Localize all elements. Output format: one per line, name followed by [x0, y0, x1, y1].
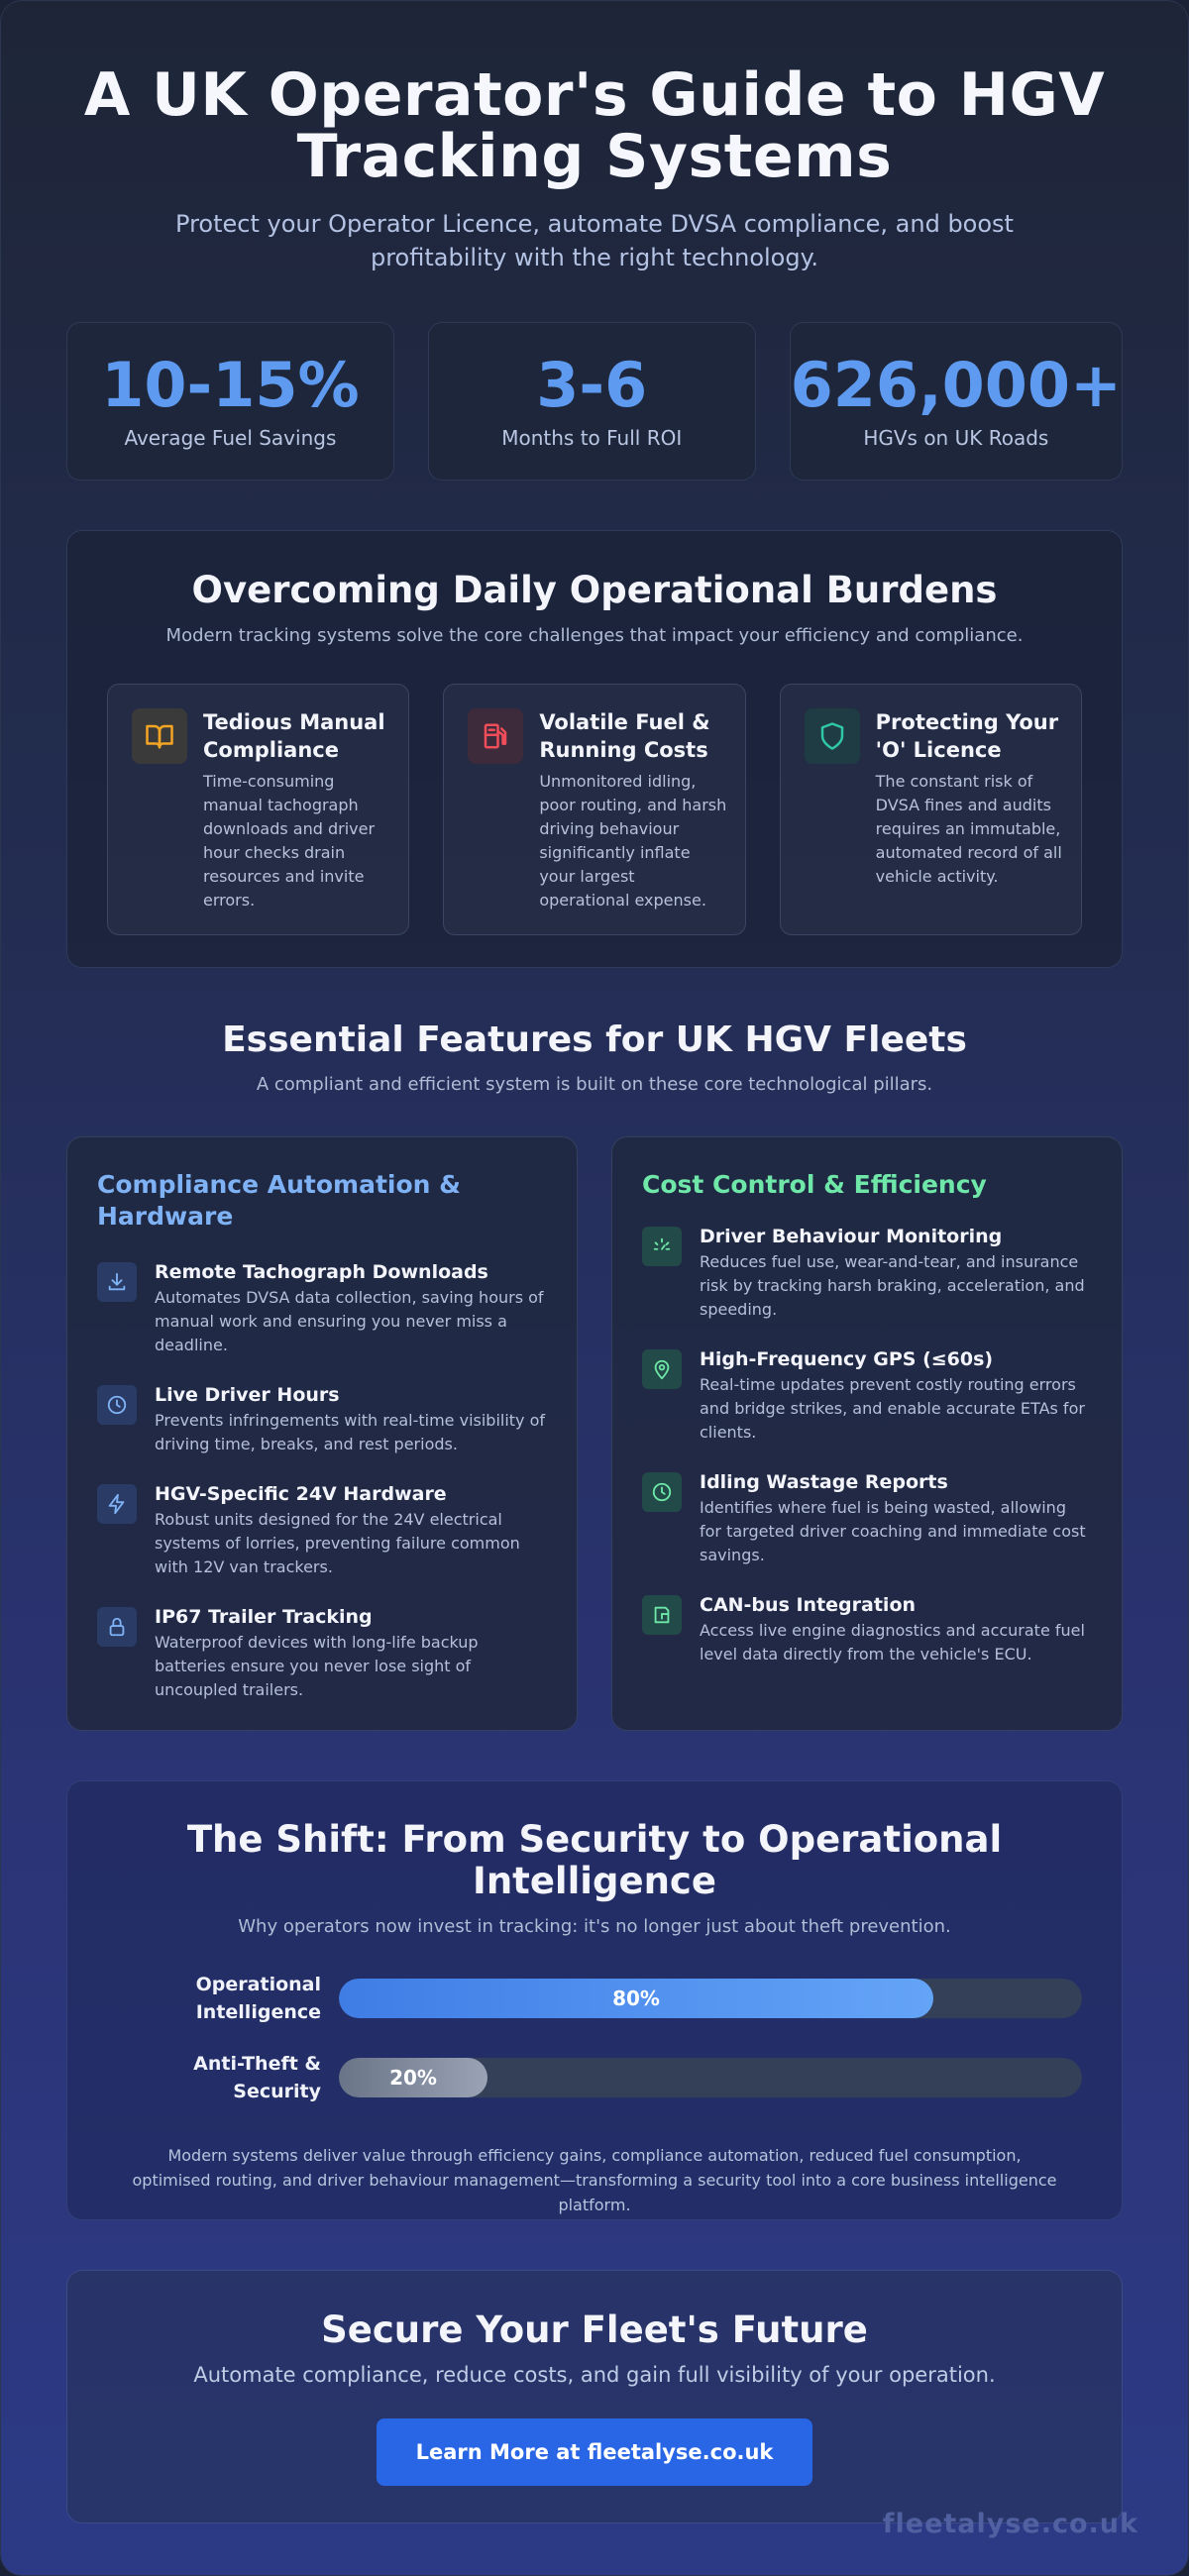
page-title [66, 60, 1123, 191]
feature-item [642, 1225, 1092, 1322]
engine-icon [642, 1595, 682, 1635]
bar-fill: 80% [339, 1979, 933, 2018]
section-subtitle: Modern tracking systems solve the core challenges that impact your efficiency and compliance. [165, 625, 1024, 646]
features-columns [66, 1136, 1123, 1731]
features-header [66, 1020, 1123, 1095]
feature-text: Automates DVSA data collection, saving hours of manual work and ensuring you never miss a deadline. [155, 1288, 544, 1354]
stat-hgvs [790, 322, 1123, 481]
bar-row-anti-theft [107, 2050, 1082, 2105]
feature-title: Idling Wastage Reports [700, 1471, 948, 1493]
feature-text: Access live engine diagnostics and accurate fuel level data directly from the vehicle's ECU. [700, 1621, 1085, 1664]
shift-section [66, 1780, 1123, 2220]
card-text: Unmonitored idling, poor routing, and harsh driving behaviour significantly inflate your largest operational expense. [539, 772, 727, 910]
burden-card-compliance [107, 684, 409, 935]
title-line-2: Tracking Systems [296, 122, 893, 191]
stat-value: 626,000+ [790, 349, 1122, 421]
title-line-1: A UK Operator's Guide to HGV [83, 60, 1106, 130]
gauge-icon [642, 1227, 682, 1266]
shield-icon [805, 708, 860, 764]
clock-icon [97, 1385, 137, 1425]
feature-text: Identifies where fuel is being wasted, allowing for targeted driver coaching and immediate cost savings. [700, 1498, 1086, 1564]
learn-more-button[interactable]: Learn More at fleetalyse.co.uk [377, 2418, 812, 2486]
feature-title: CAN-bus Integration [700, 1594, 917, 1616]
hero [66, 60, 1123, 274]
feature-title: HGV-Specific 24V Hardware [155, 1483, 447, 1505]
feature-item [642, 1470, 1092, 1567]
map-pin-icon [642, 1349, 682, 1389]
card-title: Volatile Fuel & Running Costs [539, 710, 710, 762]
title-line-2: Intelligence [473, 1860, 716, 1902]
bar-track [339, 1979, 1082, 2018]
compliance-column [66, 1136, 578, 1731]
bar-fill: 20% [339, 2058, 487, 2097]
bar-label: Anti-Theft & Security [193, 2053, 321, 2102]
feature-item [97, 1482, 547, 1579]
burden-card-fuel [443, 684, 745, 935]
burdens-section [66, 530, 1123, 968]
stats-row [66, 322, 1123, 481]
burden-card-licence [780, 684, 1082, 935]
feature-item [97, 1605, 547, 1702]
feature-text: Prevents infringements with real-time visibility of driving time, breaks, and rest periods. [155, 1411, 546, 1453]
stat-fuel-savings [66, 322, 394, 481]
feature-title: IP67 Trailer Tracking [155, 1606, 373, 1628]
cost-column [611, 1136, 1123, 1731]
feature-text: Waterproof devices with long-life backup batteries ensure you never lose sight of uncoupled trailers. [155, 1633, 479, 1699]
download-icon [97, 1262, 137, 1302]
section-title: Overcoming Daily Operational Burdens [191, 569, 998, 611]
section-title: Essential Features for UK HGV Fleets [222, 1020, 967, 1060]
feature-item [642, 1593, 1092, 1666]
bar-label [107, 1971, 339, 2026]
card-text: Time-consuming manual tachograph downloads and driver hour checks drain resources and invite errors. [203, 772, 376, 910]
stat-value: 3-6 [536, 349, 648, 421]
column-title: Cost Control & Efficiency [642, 1170, 987, 1199]
clock-icon [642, 1472, 682, 1512]
stat-roi [428, 322, 756, 481]
bar-label-line-2: Intelligence [195, 2001, 321, 2023]
shift-note: Modern systems deliver value through efficiency gains, compliance automation, reduced fuel consumption, optimised routing, and driver behaviour management—transforming a security tool into a core business intelligence platform. [132, 2146, 1057, 2214]
lightning-icon [97, 1484, 137, 1524]
card-text: The constant risk of DVSA fines and audits requires an immutable, automated record of all vehicle activity. [875, 772, 1062, 886]
cta-section [66, 2270, 1123, 2523]
page-subtitle: Protect your Operator Licence, automate DVSA compliance, and boost profitability with the right technology. [175, 210, 1014, 271]
section-subtitle: Why operators now invest in tracking: it's no longer just about theft prevention. [238, 1916, 951, 1937]
section-subtitle: Automate compliance, reduce costs, and gain full visibility of your operation. [193, 2363, 996, 2387]
section-title: Secure Your Fleet's Future [321, 2308, 868, 2351]
stat-label: Average Fuel Savings [124, 426, 337, 450]
brand-watermark: fleetalyse.co.uk [882, 2509, 1138, 2539]
feature-item [642, 1347, 1092, 1445]
book-icon [132, 708, 187, 764]
bar-chart [107, 1971, 1082, 2105]
section-subtitle: A compliant and efficient system is built on these core technological pillars. [256, 1074, 933, 1095]
feature-item [97, 1383, 547, 1456]
burden-cards [107, 684, 1082, 935]
feature-text: Robust units designed for the 24V electrical systems of lorries, preventing failure common with 12V van trackers. [155, 1510, 520, 1576]
lock-icon [97, 1607, 137, 1647]
column-title: Compliance Automation & Hardware [97, 1170, 461, 1231]
stat-label: HGVs on UK Roads [863, 426, 1049, 450]
bar-row-operational [107, 1971, 1082, 2026]
fuel-pump-icon [468, 708, 523, 764]
feature-text: Real-time updates prevent costly routing errors and bridge strikes, and enable accurate ETAs for clients. [700, 1375, 1085, 1442]
feature-item [97, 1260, 547, 1357]
card-title: Tedious Manual Compliance [203, 710, 385, 762]
bar-track [339, 2058, 1082, 2097]
feature-title: Live Driver Hours [155, 1384, 340, 1406]
feature-title: Driver Behaviour Monitoring [700, 1226, 1003, 1247]
feature-title: Remote Tachograph Downloads [155, 1261, 488, 1283]
stat-value: 10-15% [101, 349, 360, 421]
section-title [107, 1819, 1082, 1902]
card-title: Protecting Your 'O' Licence [875, 710, 1059, 762]
title-line-1: The Shift: From Security to Operational [186, 1818, 1003, 1861]
stat-label: Months to Full ROI [501, 426, 683, 450]
bar-label-line-1: Operational [195, 1974, 321, 1995]
feature-text: Reduces fuel use, wear-and-tear, and insurance risk by tracking harsh braking, acceleration, and speeding. [700, 1252, 1085, 1319]
feature-title: High-Frequency GPS (≤60s) [700, 1348, 994, 1370]
